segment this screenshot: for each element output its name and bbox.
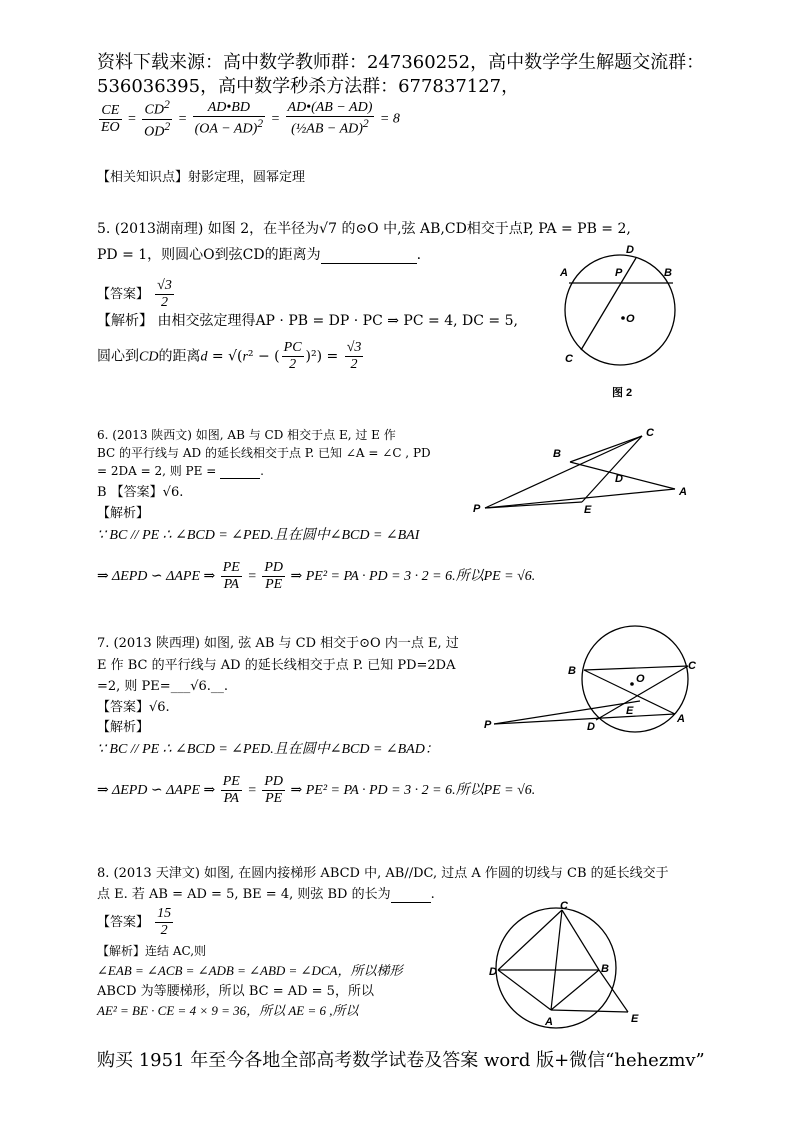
p5-analysis-line-2: 圆心到CD的距离d = √(r² − ( $\frac{PC}{2}$ )²) = $\frac{√3}{2}$ <box>97 340 362 373</box>
label-C: C <box>560 900 568 912</box>
label-B: B <box>664 267 672 279</box>
p7-question-line-1: 7. (2013 陕西理) 如图, 弦 AB 与 CD 相交于⊙O 内一点 E, 过 <box>97 636 459 651</box>
header-line-1: 资料下载来源：高中数学教师群：247360252，高中数学学生解题交流群： <box>97 52 705 73</box>
p8-analysis-line-3: AE² = BE · CE = 4 × 9 = 36，所以 AE = 6 ,所以 <box>97 1003 359 1018</box>
label-B: B <box>553 448 561 460</box>
header-line-2: 536036395，高中数学秒杀方法群：677837127， <box>97 76 520 97</box>
label-D: D <box>615 473 623 485</box>
label-D: D <box>587 721 595 733</box>
p6-analysis-label: 【解析】 <box>97 506 150 521</box>
p8-analysis-line-2: ABCD 为等腰梯形，所以 BC = AD = 5，所以 <box>97 984 374 999</box>
label-E: E <box>584 504 592 516</box>
p6-question-line-1: 6. (2013 陕西文) 如图, AB 与 CD 相交于点 E, 过 E 作 <box>97 428 396 442</box>
p5-question-line-2: PD = 1，则圆心O到弦CD的距离为 . <box>97 247 422 263</box>
p7-question-line-2: E 作 BC 的平行线与 AD 的延长线相交于点 P. 已知 PD=2DA <box>97 658 456 673</box>
prev-formula: $\frac{CE}{EO}$ = $\frac{CD^2}{OD^2}$ = $\frac{AD•BD}{(OA - AD)^2}$ = $\frac{AD•(AB - AD)}{(\frac{1}{2}AB - AD)^2}$ = 8 <box>101 98 400 140</box>
label-A: A <box>545 1016 553 1028</box>
p6-question-line-2: BC 的平行线与 AD 的延长线相交于点 P. 已知 ∠A = ∠C , PD <box>97 446 431 460</box>
footer: 购买 1951 年至今各地全部高考数学试卷及答案 word 版+微信“hehezmv” <box>97 1050 705 1071</box>
label-B: B <box>568 665 576 677</box>
p8-answer: 【答案】 $\frac{15}{2}$ <box>97 906 172 939</box>
p7-analysis-line-1: ∵ BC // PE ∴ ∠BCD = ∠PED.且在圆中∠BCD = ∠BAD： <box>97 742 439 757</box>
label-A: A <box>677 713 685 725</box>
p6-analysis-line-2: ⇒ ΔEPD ∽ ΔAPE ⇒ $\frac{PE}{PA}$ = $\frac{PD}{PE}$ ⇒ PE² = PA · PD = 3 · 2 = 6.所以PE = √6. <box>97 560 536 593</box>
label-D: D <box>489 966 497 978</box>
p7-analysis-label: 【解析】 <box>97 720 150 735</box>
p7-question-line-3: =2, 则 PE=___√6.__. <box>97 679 229 694</box>
p5-question-line-1: 5. (2013湖南理) 如图 2，在半径为√7 的⊙O 中,弦 AB,CD相交于点P, PA = PB = 2, <box>97 221 631 237</box>
p7-answer: 【答案】√6. <box>97 700 170 715</box>
p8-figure <box>488 900 648 1035</box>
p6-answer: B 【答案】√6. <box>97 485 184 500</box>
label-E: E <box>631 1013 639 1025</box>
p6-analysis-line-1: ∵ BC // PE ∴ ∠BCD = ∠PED.且在圆中∠BCD = ∠BAI <box>97 528 420 543</box>
label-B: B <box>601 963 609 975</box>
label-A: A <box>560 267 568 279</box>
figure-caption: 图 2 <box>612 387 633 399</box>
p8-analysis-line-1: ∠EAB = ∠ACB = ∠ADB = ∠ABD = ∠DCA，所以梯形 <box>97 963 403 978</box>
label-C: C <box>565 353 573 365</box>
label-O: O <box>636 673 645 685</box>
label-P: P <box>473 503 481 515</box>
label-C: C <box>688 660 696 672</box>
label-O: O <box>626 313 635 325</box>
label-P: P <box>615 267 623 279</box>
label-P: P <box>484 719 492 731</box>
p6-figure <box>470 420 700 520</box>
prev-knowledge: 【相关知识点】射影定理，圆幂定理 <box>97 170 306 185</box>
label-D: D <box>626 244 634 256</box>
p5-figure <box>555 240 685 405</box>
p5-analysis-line-1: 【解析】 由相交弦定理得AP · PB = DP · PC ⇒ PC = 4, DC = 5, <box>97 313 518 329</box>
label-A: A <box>679 486 687 498</box>
p7-figure <box>480 622 705 740</box>
p6-question-line-3: = 2DA = 2, 则 PE = . <box>97 464 264 478</box>
label-C: C <box>646 427 654 439</box>
p8-question-line-1: 8. (2013 天津文) 如图, 在圆内接梯形 ABCD 中, AB//DC, 过点 A 作圆的切线与 CB 的延长线交于 <box>97 866 669 881</box>
p8-question-line-2: 点 E. 若 AB = AD = 5, BE = 4, 则弦 BD 的长为 . <box>97 887 435 902</box>
p7-analysis-line-2: ⇒ ΔEPD ∽ ΔAPE ⇒ $\frac{PE}{PA}$ = $\frac{PD}{PE}$ ⇒ PE² = PA · PD = 3 · 2 = 6.所以PE = √6. <box>97 774 536 807</box>
p5-answer: 【答案】 $\frac{√3}{2}$ <box>97 278 172 311</box>
p8-analysis-line-0: 【解析】连结 AC,则 <box>97 944 207 958</box>
label-E: E <box>626 705 634 717</box>
